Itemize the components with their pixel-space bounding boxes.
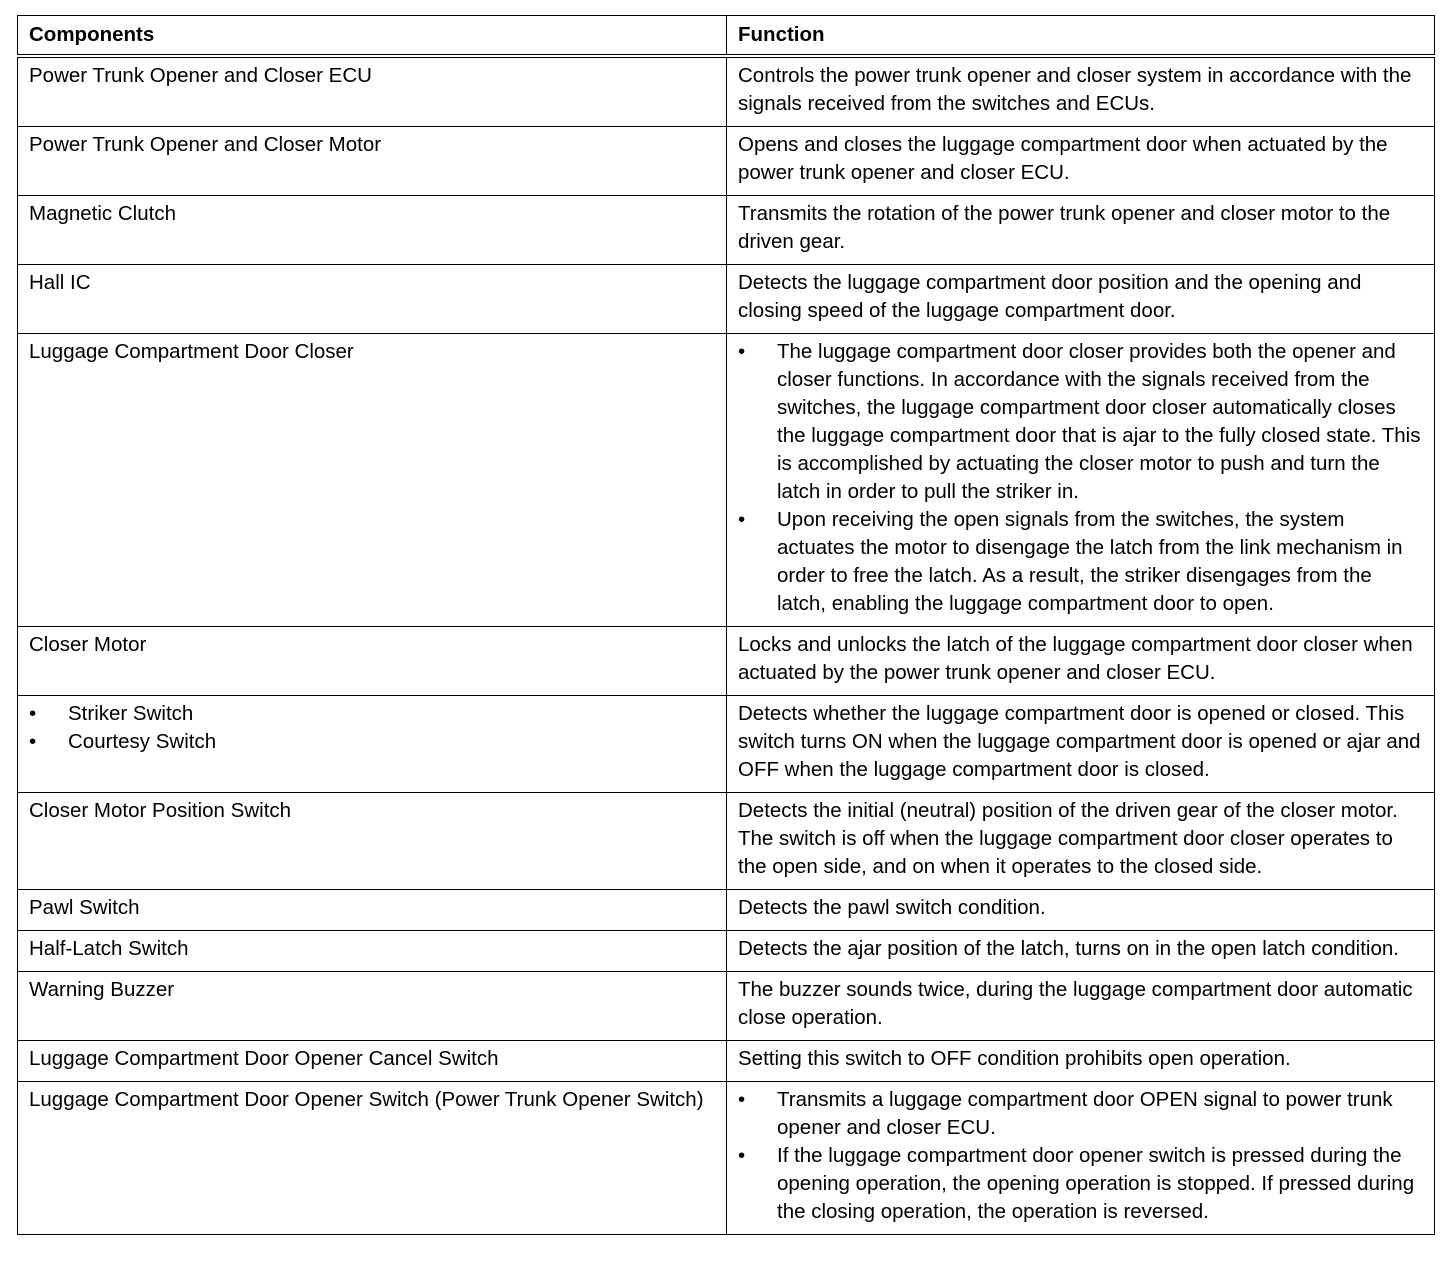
function-cell: The buzzer sounds twice, during the luggage compartment door automatic close operation. [727,972,1435,1041]
function-cell: Controls the power trunk opener and closer system in accordance with the signals received from the switches and ECUs. [727,56,1435,127]
table-row [18,1082,1435,1235]
component-cell: Hall IC [18,265,727,334]
function-bullet-item: • Upon receiving the open signals from the switches, the system actuates the motor to disengage the latch from the link mechanism in order to free the latch. As a result, the striker disengages from the latch, enabling the luggage compartment door to open. [738,506,1424,618]
function-bullet-item: • Transmits a luggage compartment door OPEN signal to power trunk opener and closer ECU. [738,1086,1424,1142]
function-bullet-list [738,1086,1424,1226]
component-cell: Closer Motor [18,627,727,696]
table-row [18,265,1435,334]
table-row [18,196,1435,265]
function-cell: Detects the ajar position of the latch, turns on in the open latch condition. [727,931,1435,972]
table-row [18,127,1435,196]
function-cell: Locks and unlocks the latch of the luggage compartment door closer when actuated by the power trunk opener and closer ECU. [727,627,1435,696]
table-header-row [18,16,1435,57]
function-bullet-item: • The luggage compartment door closer provides both the opener and closer functions. In accordance with the signals received from the switches, the luggage compartment door closer automatically closes the luggage compartment door that is ajar to the fully closed state. This is accomplished by actuating the closer motor to push and turn the latch in order to pull the striker in. [738,338,1424,506]
component-cell: Warning Buzzer [18,972,727,1041]
component-cell: Closer Motor Position Switch [18,793,727,890]
component-bullet-item: • Courtesy Switch [29,728,716,756]
component-cell: Luggage Compartment Door Opener Cancel Switch [18,1041,727,1082]
component-cell [18,696,727,793]
function-bullet-list [738,338,1424,618]
table-row [18,931,1435,972]
component-cell: Luggage Compartment Door Opener Switch (Power Trunk Opener Switch) [18,1082,727,1235]
component-cell: Magnetic Clutch [18,196,727,265]
table-row [18,696,1435,793]
function-header: Function [727,16,1435,57]
component-cell: Pawl Switch [18,890,727,931]
component-cell: Half-Latch Switch [18,931,727,972]
table-row [18,56,1435,127]
table-row [18,972,1435,1041]
table-row [18,890,1435,931]
function-cell: Transmits the rotation of the power trunk opener and closer motor to the driven gear. [727,196,1435,265]
table-row [18,334,1435,627]
function-cell: Detects the initial (neutral) position of the driven gear of the closer motor. The switch is off when the luggage compartment door closer operates to the open side, and on when it operates to the closed side. [727,793,1435,890]
table-row [18,793,1435,890]
component-cell: Power Trunk Opener and Closer ECU [18,56,727,127]
components-header: Components [18,16,727,57]
function-cell: Setting this switch to OFF condition prohibits open operation. [727,1041,1435,1082]
function-cell [727,1082,1435,1235]
component-cell: Power Trunk Opener and Closer Motor [18,127,727,196]
function-cell: Detects the luggage compartment door position and the opening and closing speed of the luggage compartment door. [727,265,1435,334]
component-cell: Luggage Compartment Door Closer [18,334,727,627]
function-bullet-item: • If the luggage compartment door opener switch is pressed during the opening operation, the opening operation is stopped. If pressed during the closing operation, the operation is reversed. [738,1142,1424,1226]
component-bullet-list [29,700,716,756]
table-row [18,627,1435,696]
function-cell [727,334,1435,627]
function-cell: Detects whether the luggage compartment door is opened or closed. This switch turns ON when the luggage compartment door is opened or ajar and OFF when the luggage compartment door is closed. [727,696,1435,793]
component-bullet-item: • Striker Switch [29,700,716,728]
components-function-table [17,15,1435,1235]
function-cell: Detects the pawl switch condition. [727,890,1435,931]
table-row [18,1041,1435,1082]
function-cell: Opens and closes the luggage compartment door when actuated by the power trunk opener and closer ECU. [727,127,1435,196]
